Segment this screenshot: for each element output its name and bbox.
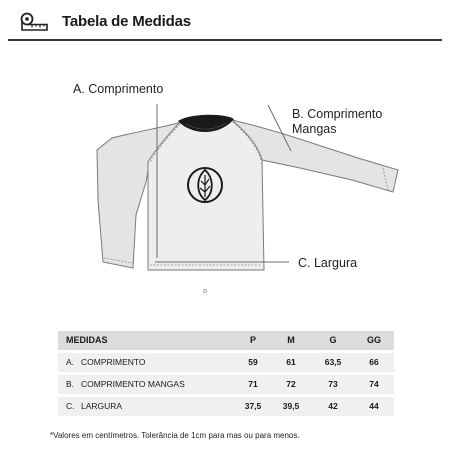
cell-value: 74 (369, 379, 379, 389)
label-width: C. Largura (298, 256, 358, 270)
cell-value: 71 (248, 379, 258, 389)
row-label: C. LARGURA (66, 401, 123, 411)
column-header-gg: GG (366, 335, 381, 345)
shirt-body (148, 120, 264, 270)
cell-value: 61 (286, 357, 296, 367)
table-row (58, 397, 394, 416)
cell-value: 39,5 (282, 401, 300, 411)
cell-value: 63,5 (324, 357, 342, 367)
width-marker: D (203, 289, 207, 295)
size-table (58, 331, 394, 419)
column-header-g: G (329, 335, 337, 345)
row-label: B. COMPRIMENTO MANGAS (66, 379, 185, 389)
column-header-p: P (249, 335, 256, 345)
row-label: A. COMPRIMENTO (66, 357, 146, 367)
cell-value: 44 (369, 401, 379, 411)
table-row (58, 375, 394, 394)
column-header-measures: MEDIDAS (66, 335, 108, 345)
cell-value: 66 (369, 357, 379, 367)
footnote: *Valores em centímetros. Tolerância de 1cm para mas ou para menos. (50, 431, 300, 440)
label-sleeve-length: B. Comprimento Mangas (292, 107, 383, 136)
cell-value: 42 (328, 401, 338, 411)
label-length: A. Comprimento (73, 82, 164, 96)
cell-value: 72 (286, 379, 296, 389)
column-header-m: M (287, 335, 295, 345)
table-row (58, 353, 394, 372)
page-title: Tabela de Medidas (62, 13, 191, 30)
cell-value: 37,5 (244, 401, 262, 411)
table-header-row (58, 331, 394, 350)
cell-value: 73 (328, 379, 338, 389)
cell-value: 59 (248, 357, 258, 367)
